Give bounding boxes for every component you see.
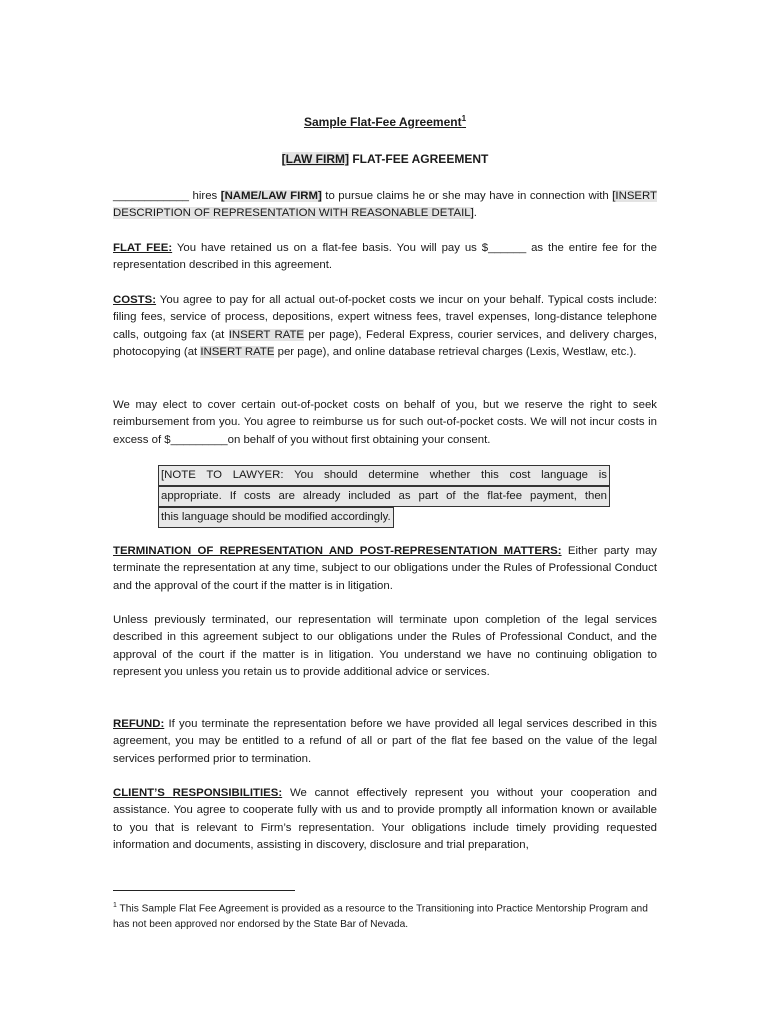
costs-paragraph: COSTS: You agree to pay for all actual out-of-pocket costs we incur on your behalf. Typical costs include: filing fees, service of process, depositions, expert witness fees, travel expenses, long-distance telephone calls, outgoing fax (at INSERT RATE per page), Federal Express, courier services, and delivery charges, photocopying (at INSERT RATE per page), and online database retrieval charges (Lexis, Westlaw, etc.).: [113, 294, 657, 359]
note-line: this language should be modified accordingly.: [158, 507, 394, 528]
fee-blank: ______: [488, 242, 527, 254]
footnote: $^1$ This Sample Flat Fee Agreement is provided as a resource to the Transitioning into Practice Mentorship Program and has not been approved nor endorsed by the State Bar of Nevada.: [113, 902, 648, 930]
cost-limit-blank: _________: [170, 433, 228, 446]
termination-heading: TERMINATION OF REPRESENTATION AND POST-REPRESENTATION MATTERS:: [113, 545, 562, 557]
costs-cover-paragraph: We may elect to cover certain out-of-pocket costs on behalf of you, but we reserve the right to seek reimbursement from you. You agree to reimburse us for such out-of-pocket costs. We will not incur costs in excess of $_________on behalf of you without first obtaining your consent.: [113, 399, 657, 446]
note-to-lawyer: [158, 465, 610, 528]
agreement-heading: [0, 151, 770, 168]
note-line: [NOTE TO LAWYER: You should determine whether this cost language is: [158, 465, 610, 486]
flat-fee-paragraph: FLAT FEE: You have retained us on a flat-fee basis. You will pay us $______ as the entire fee for the representation described in this agreement.: [113, 242, 657, 272]
client-responsibilities-paragraph: CLIENT’S RESPONSIBILITIES: We cannot effectively represent you without your cooperation and assistance. You agree to cooperate fully with us and to provide promptly all information known or available to you that is relevant to Firm’s representation. Your obligations include timely providing requested information and documents, assisting in discovery, disclosure and trial preparation,: [113, 787, 657, 852]
rate-placeholder: INSERT RATE: [200, 346, 275, 359]
termination-continued-paragraph: Unless previously terminated, our representation will terminate upon completion of the legal services described in this agreement subject to our obligations under the Rules of Professional Conduct, and the approval of the court if the matter is in litigation. You understand we have no continuing obligation to represent you unless you retain us to provide additional advice or services.: [113, 614, 657, 679]
description-placeholder: [INSERT DESCRIPTION OF REPRESENTATION WITH REASONABLE DETAIL]: [113, 190, 657, 220]
agreement-heading-text: FLAT-FEE AGREEMENT: [348, 152, 489, 166]
name-placeholder: [NAME/LAW FIRM]: [220, 190, 322, 202]
note-line: appropriate. If costs are already included as part of the flat-fee payment, then: [158, 486, 610, 507]
client-responsibilities-heading: CLIENT’S RESPONSIBILITIES:: [113, 787, 283, 799]
footnote-number: 1: [113, 902, 117, 909]
flat-fee-heading: FLAT FEE:: [113, 242, 173, 254]
costs-heading: COSTS:: [113, 294, 157, 306]
document-title: Sample Flat-Fee Agreement$^1$: [303, 114, 467, 129]
termination-paragraph: TERMINATION OF REPRESENTATION AND POST-REPRESENTATION MATTERS: Either party may terminate the representation at any time, subject to our obligations under the Rules of Professional Conduct and the approval of the court if the matter is in litigation.: [113, 545, 657, 592]
footnote-ref: 1: [461, 114, 467, 123]
refund-paragraph: REFUND: If you terminate the representation before we have provided all legal services described in this agreement, you may be entitled to a refund of all or part of the flat fee based on the value of the legal services performed prior to termination.: [113, 718, 657, 765]
firm-placeholder: [LAW FIRM]: [281, 152, 349, 166]
refund-heading: REFUND:: [113, 718, 165, 730]
intro-paragraph: ____________ hires [NAME/LAW FIRM] to pursue claims he or she may have in connection with [INSERT DESCRIPTION OF REPRESENTATION WITH REASONABLE DETAIL].: [113, 190, 657, 220]
footnote-divider: [113, 890, 295, 891]
rate-placeholder: INSERT RATE: [228, 328, 305, 341]
